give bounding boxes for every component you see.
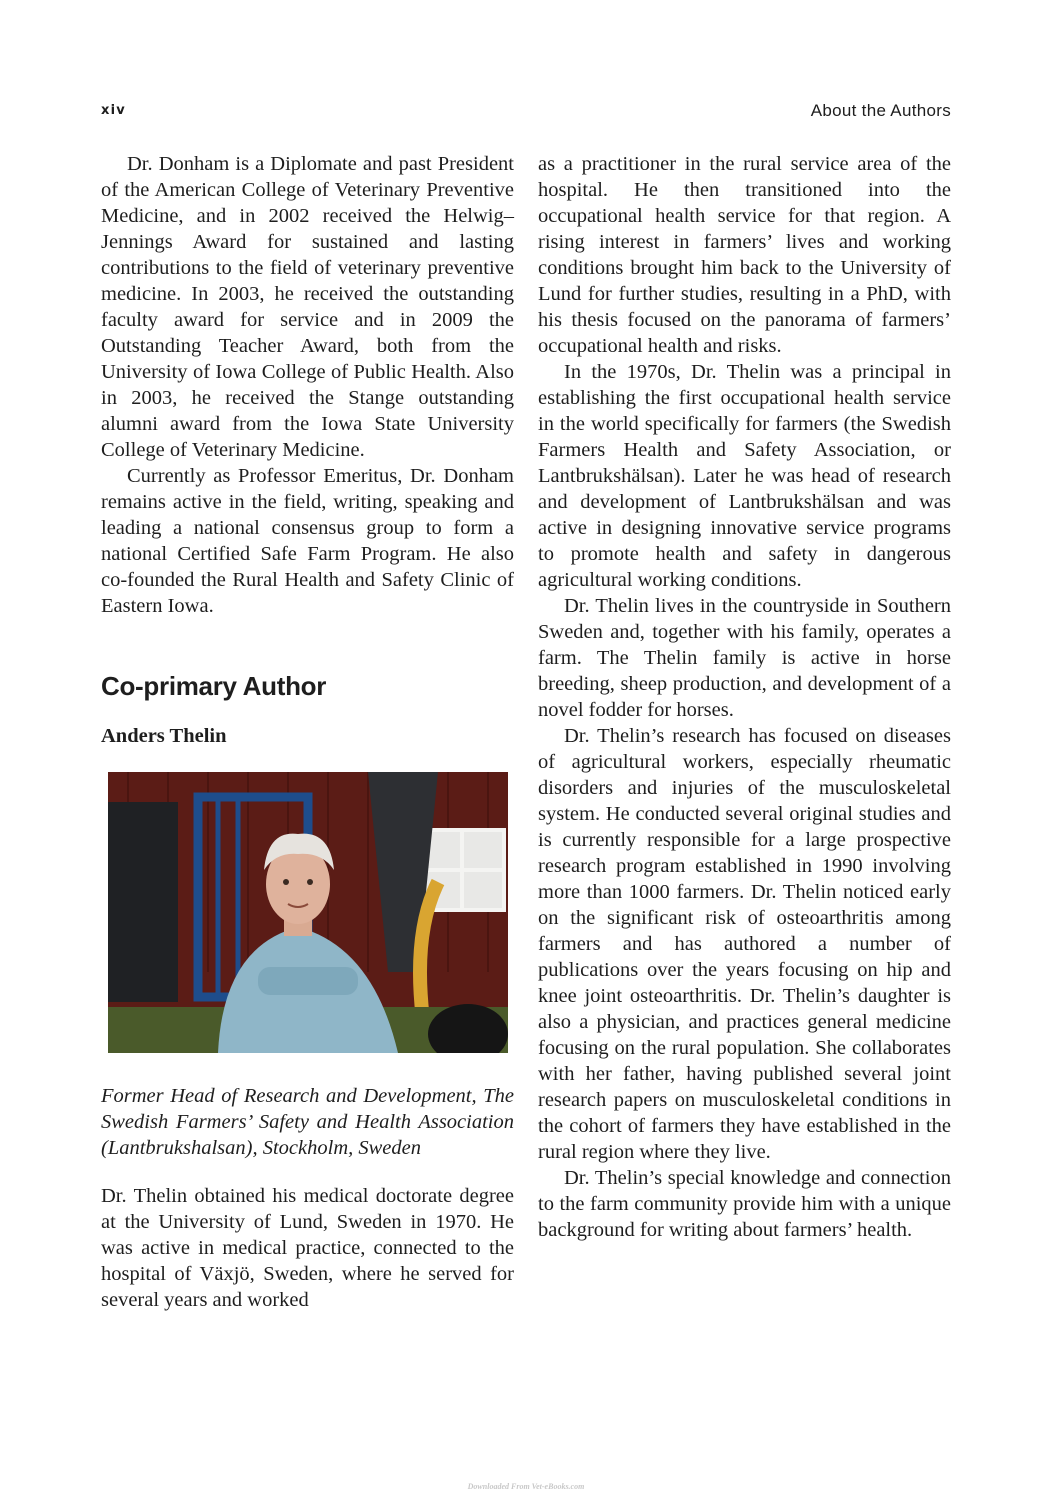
- left-column: [101, 151, 514, 1313]
- author-photo: [108, 772, 508, 1053]
- page-number: xiv: [101, 103, 126, 118]
- section-heading: Co-primary Author: [101, 671, 327, 701]
- paragraph-thelin-farm: Dr. Thelin lives in the countryside in Southern Sweden and, together with his family, operates a farm. The Thelin family is active in horse breeding, sheep production, and development of a novel fodder for horses.: [538, 595, 951, 721]
- paragraph-thelin-research: Dr. Thelin’s research has focused on diseases of agricultural workers, especially rheumatic disorders and injuries of the musculoskeletal system. He conducted several original studies and is currently responsible for a large prospective research program established in 1990 involving more than 1000 farmers. Dr. Thelin noticed early on the significant risk of osteoarthritis among farmers and has authored a number of publications over the years focusing on hip and knee joint osteoarthritis. Dr. Thelin’s daughter is also a physician, and practices general medicine focusing on the rural population. She collaborates with her father, having published several joint research papers on musculoskeletal conditions in the cohort of farmers they have established in the rural region where they live.: [538, 725, 951, 1163]
- author-affiliation-caption: Former Head of Research and Development, The Swedish Farmers’ Safety and Health Association (Lantbrukshalsan), Stockholm, Sweden: [101, 1085, 514, 1159]
- paragraph-donham-current: Currently as Professor Emeritus, Dr. Donham remains active in the field, writing, speaking and leading a national consensus group to form a national Certified Safe Farm Program. He also co-founded the Rural Health and Safety Clinic of Eastern Iowa.: [101, 465, 514, 617]
- running-header: About the Authors: [810, 101, 951, 120]
- footer-watermark: Downloaded From Vet-eBooks.com: [467, 1482, 585, 1491]
- paragraph-thelin-knowledge: Dr. Thelin’s special knowledge and connection to the farm community provide him with a unique background for writing about farmers’ health.: [538, 1167, 951, 1241]
- paragraph-thelin-continued: as a practitioner in the rural service area of the hospital. He then transitioned into the occupational health service for that region. A rising interest in farmers’ lives and working conditions brought him back to the University of Lund for further studies, resulting in a PhD, with his thesis focused on the panorama of farmers’ occupational health and risks.: [538, 153, 951, 357]
- paragraph-donham-awards: Dr. Donham is a Diplomate and past President of the American College of Veterinary Preventive Medicine, and in 2002 received the Helwig–Jennings Award for sustained and lasting contributions to the field of veterinary preventive medicine. In 2003, he received the outstanding faculty award for service and in 2009 the Outstanding Teacher Award, both from the University of Iowa College of Public Health. Also in 2003, he received the Stange outstanding alumni award from the Iowa State University College of Veterinary Medicine.: [101, 153, 514, 461]
- author-name: Anders Thelin: [101, 725, 227, 747]
- paragraph-thelin-education: Dr. Thelin obtained his medical doctorate degree at the University of Lund, Sweden in 1970. He was active in medical practice, connected to the hospital of Växjö, Sweden, where he served for several years and worked: [101, 1185, 514, 1311]
- paragraph-thelin-1970s: In the 1970s, Dr. Thelin was a principal in establishing the first occupational health service in the world specifically for farmers (the Swedish Farmers Health and Safety Association, or Lantbrukshälsan). Later he was head of research and development of Lantbrukshälsan and was active in designing innovative service programs to promote health and safety in dangerous agricultural working conditions.: [538, 361, 951, 591]
- right-column: [538, 151, 951, 1243]
